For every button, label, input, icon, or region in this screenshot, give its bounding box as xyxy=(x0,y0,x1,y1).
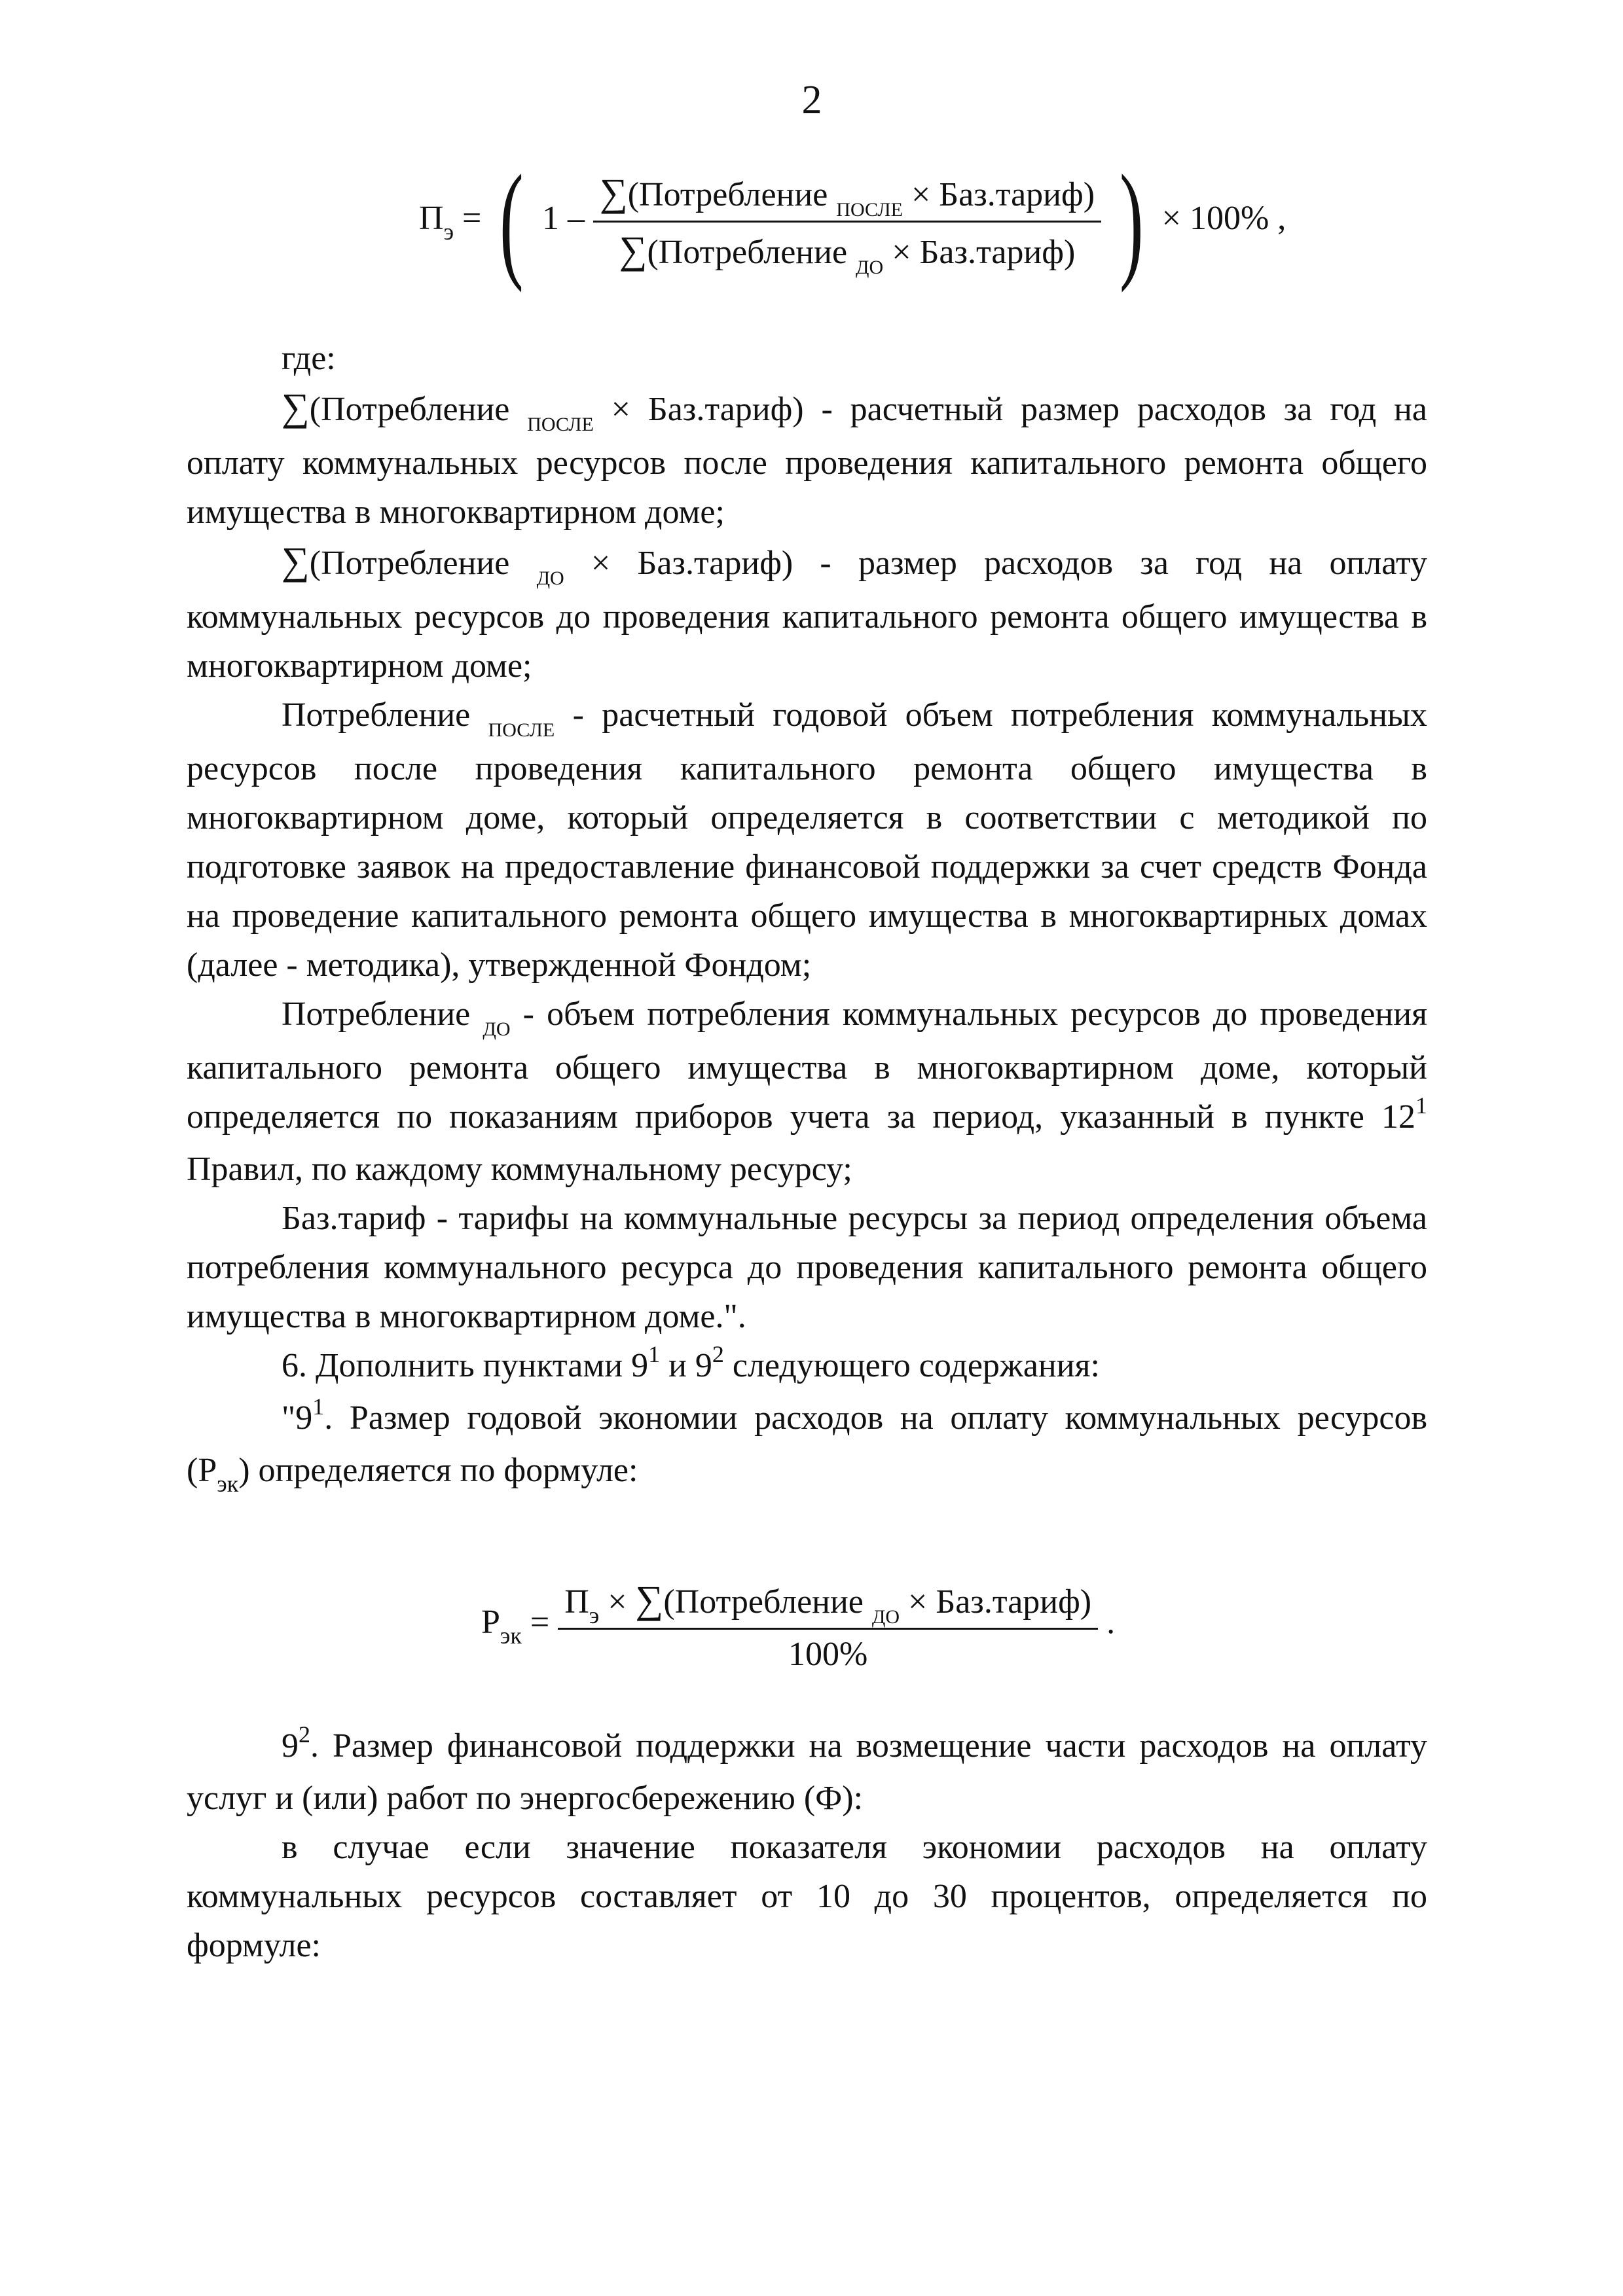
definition-consumption-before-cost: ∑(Потребление $_{ДО}$ × Баз.тариф) - размер расходов за год на оплату коммунальных ресурсов до проведения капитального ремонта общего имущества в многоквартирном доме; xyxy=(187,539,1427,685)
left-paren: ( xyxy=(500,149,524,293)
item-6: 6. Дополнить пунктами $9^1$ и $9^2$ следующего содержания: xyxy=(282,1341,1100,1384)
fraction-numerator: ∑(Потребление $_{ПОСЛЕ}$ × Баз.тариф) xyxy=(593,170,1101,223)
definitions-block xyxy=(187,334,1427,1498)
definition-base-tariff: Баз.тариф - тарифы на коммунальные ресурсы за период определения объема потребления коммунального ресурса до проведения капитального ремонта общего имущества в многоквартирном доме.". xyxy=(187,1200,1427,1335)
item-9-2-block xyxy=(187,1721,1427,1970)
page-number: 2 xyxy=(801,78,822,122)
formula-economy: $Р_{эк}$ = $\frac{П_э \times \sum(Потребление _{ДО} \times Баз.тариф)}{100\%}$ . xyxy=(481,1578,1116,1673)
item-9-2-case: в случае если значение показателя экономии расходов на оплату коммунальных ресурсов составляет от 10 до 30 процентов, определяется по формуле: xyxy=(187,1829,1427,1964)
item-9-2: $9^2$. Размер финансовой поддержки на возмещение части расходов на оплату услуг и (или) работ по энергосбережению (Ф): xyxy=(187,1721,1427,1817)
fraction-denominator: 100% xyxy=(788,1636,868,1673)
formula-savings-lhs: $П_э$ xyxy=(419,199,454,245)
definition-consumption-after: Потребление $_{ПОСЛЕ}$ - расчетный годовой объем потребления коммунальных ресурсов после проведения капитального ремонта общего имущества в многоквартирном доме, который определяется в соответствии с методикой по подготовке заявок на предоставление финансовой поддержки за счет средств Фонда на проведение капитального ремонта общего имущества в многоквартирных домах (далее - методика), утвержденной Фондом; xyxy=(187,696,1427,984)
definition-consumption-before: Потребление $_{ДО}$ - объем потребления коммунальных ресурсов до проведения капитального ремонта общего имущества в многоквартирном доме, который определяется по показаниям приборов учета за период, указанный в пункте $12^1$ Правил, по каждому коммунальному ресурсу; xyxy=(187,996,1427,1188)
right-paren: ) xyxy=(1120,149,1144,293)
formula-economy-lhs: $Р_{эк}$ xyxy=(481,1604,522,1649)
definition-term: ∑(Потребление $_{ПОСЛЕ}$ × Баз.тариф) xyxy=(282,386,804,435)
definition-term: ∑(Потребление $_{ДО}$ × Баз.тариф) xyxy=(282,539,793,589)
formula-savings-fraction xyxy=(593,170,1101,278)
fraction-denominator: ∑(Потребление $_{ДО}$ × Баз.тариф) xyxy=(619,228,1076,278)
item-9-1: "$9^1$. Размер годовой экономии расходов на оплату коммунальных ресурсов $(Р_{эк})$ определяется по формуле: xyxy=(187,1393,1427,1497)
definition-consumption-after-cost: ∑(Потребление $_{ПОСЛЕ}$ × Баз.тариф) - расчетный размер расходов за год на оплату коммунальных ресурсов после проведения капитального ремонта общего имущества в многоквартирном доме; xyxy=(187,386,1427,531)
formula-economy-fraction xyxy=(558,1577,1098,1674)
where-label: где: xyxy=(282,340,336,377)
fraction-numerator: $П_э$ × ∑(Потребление $_{ДО}$ × Баз.тариф) xyxy=(558,1577,1098,1630)
formula-savings: $П_э$ = ( 1 – $\frac{\sum(Потребление _{ПОСЛЕ} \times Баз.тариф)}{\sum(Потребление _{ДО} \times Баз.тариф)}$ ) × 100% , xyxy=(419,149,1286,293)
